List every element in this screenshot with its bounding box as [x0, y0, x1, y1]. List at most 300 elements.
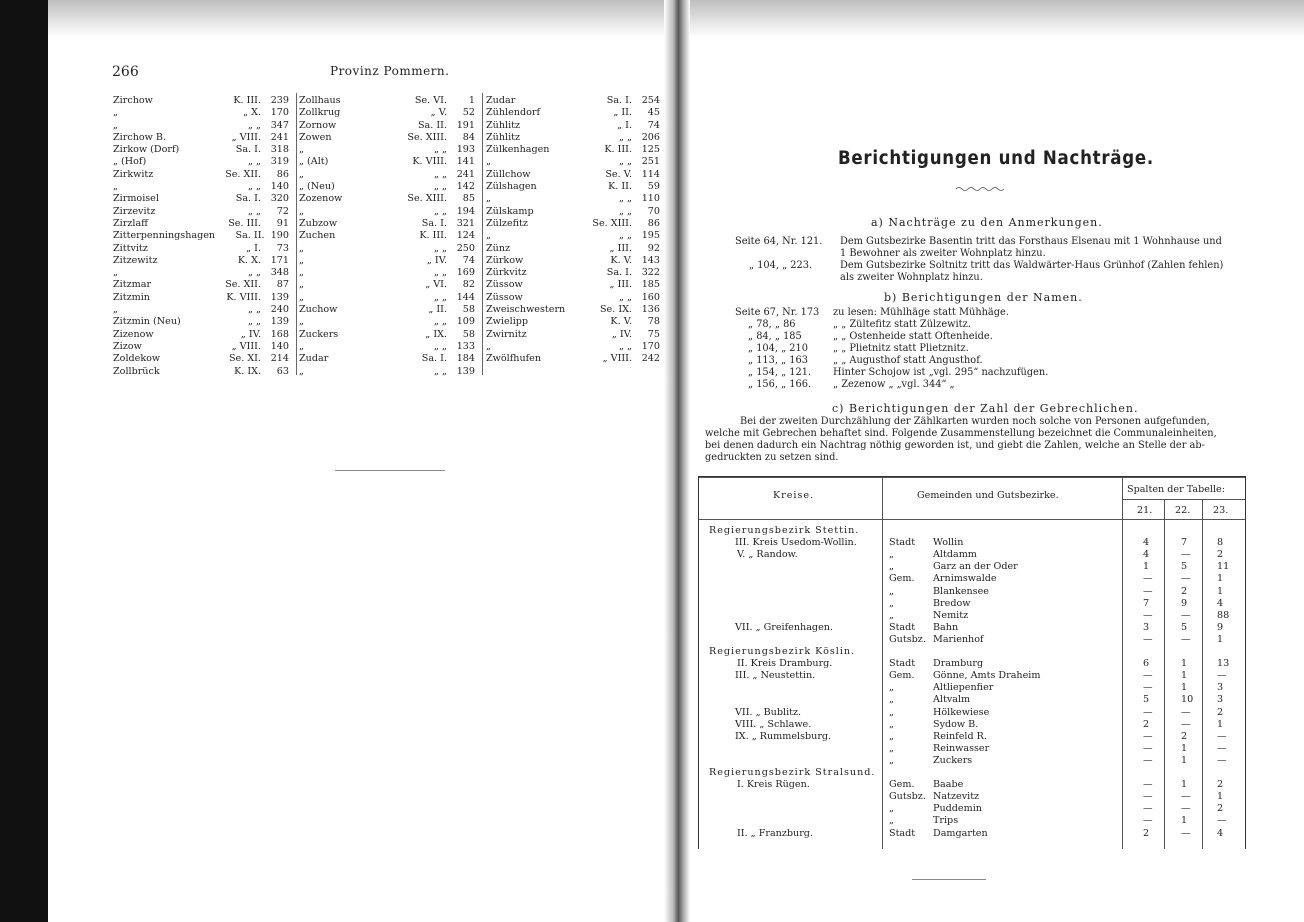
- community-name: Natzevitz: [933, 791, 980, 803]
- district-ref: Se. XIII.: [407, 131, 447, 143]
- value-col-23: 11: [1217, 561, 1230, 573]
- district-ref: „ „: [434, 267, 447, 279]
- annotation-text: als zweiter Wohnplatz hinzu.: [840, 272, 983, 283]
- index-entry: [113, 329, 289, 341]
- index-entry: [113, 316, 289, 328]
- district-ref: „ „: [619, 291, 632, 303]
- community-type: „: [889, 742, 894, 754]
- community-name: Hölkewiese: [933, 706, 990, 718]
- kreis-label: II. „ Franzburg.: [737, 827, 813, 839]
- column-divider: [482, 93, 483, 375]
- index-entry: [299, 156, 475, 168]
- index-entry: [113, 255, 289, 267]
- correction-text: „ „ Zültefitz statt Zülzewitz.: [833, 319, 971, 330]
- place-name: Zürkvitz: [486, 267, 527, 279]
- place-name: „: [113, 181, 118, 193]
- community-type: Gem.: [889, 670, 915, 682]
- value-col-23: 1: [1217, 585, 1224, 597]
- value-col-22: 1: [1181, 682, 1188, 694]
- index-entry: [113, 132, 289, 144]
- district-ref: „ „: [434, 205, 447, 217]
- place-name: „ (Hof): [113, 156, 147, 168]
- kreis-label: I. Kreis Rügen.: [737, 779, 810, 791]
- place-name: „: [486, 156, 491, 168]
- index-entry: [113, 366, 289, 378]
- value-col-21: 4: [1143, 549, 1150, 561]
- district-ref: Se. XII.: [225, 168, 261, 180]
- district-ref: „ „: [434, 181, 447, 193]
- community-name: Nemitz: [933, 609, 969, 621]
- value-col-23: 1: [1217, 718, 1224, 730]
- place-name: Zühlendorf: [486, 107, 541, 119]
- place-name: „: [299, 291, 304, 303]
- entry-number: 1: [468, 95, 475, 106]
- value-col-21: —: [1143, 706, 1153, 718]
- value-col-22: 1: [1181, 754, 1188, 766]
- index-entry: [113, 206, 289, 218]
- index-entry: [486, 316, 660, 328]
- district-ref: Se. XIII.: [592, 217, 632, 229]
- community-type: „: [889, 803, 894, 815]
- entry-number: 185: [641, 279, 660, 291]
- community-name: Wollin: [933, 537, 964, 549]
- community-type: „: [889, 718, 894, 730]
- district-ref: Sa. I.: [235, 193, 261, 205]
- entry-number: 214: [270, 353, 289, 365]
- index-entry: [486, 120, 660, 132]
- annotation-ref: „ 104, „ 223.: [749, 260, 813, 271]
- paragraph-line: bei denen dadurch ein Nachtrag nöthig geworden ist, und giebt die Zahlen, welche an Stelle der ab-: [705, 440, 1205, 451]
- index-entry: [299, 329, 475, 341]
- community-type: Gutsbz.: [889, 791, 926, 803]
- district-ref: „ „: [434, 242, 447, 254]
- entry-number: 241: [270, 131, 289, 143]
- index-entry: [299, 230, 475, 242]
- district-ref: Se. XII.: [225, 279, 261, 291]
- value-col-21: —: [1143, 815, 1153, 827]
- place-name: Zuchow: [299, 304, 338, 316]
- community-name: Baabe: [933, 779, 964, 791]
- place-name: Zirmoisel: [113, 193, 159, 205]
- index-column-2: [299, 95, 475, 378]
- index-entry: [486, 218, 660, 230]
- entry-number: 322: [641, 267, 660, 279]
- community-name: Arnimswalde: [933, 573, 997, 585]
- value-col-21: —: [1143, 803, 1153, 815]
- district-ref: „ I.: [617, 119, 632, 131]
- entry-number: 52: [462, 107, 475, 119]
- community-type: „: [889, 585, 894, 597]
- place-name: Zollkrug: [299, 107, 341, 119]
- index-entry: [299, 353, 475, 365]
- index-entry: [486, 132, 660, 144]
- place-name: „: [113, 267, 118, 279]
- community-name: Bredow: [933, 597, 971, 609]
- community-type: „: [889, 609, 894, 621]
- value-col-21: 1: [1143, 561, 1150, 573]
- place-name: Zollbrück: [113, 365, 160, 377]
- district-ref: Se. VI.: [414, 95, 447, 106]
- value-col-23: 8: [1217, 537, 1224, 549]
- index-entry: [113, 292, 289, 304]
- place-name: Zühlitz: [486, 131, 521, 143]
- district-ref: Sa. II.: [235, 230, 265, 242]
- place-name: Zirchow: [113, 95, 153, 106]
- entry-number: 171: [270, 254, 289, 266]
- value-col-23: 3: [1217, 694, 1224, 706]
- community-type: „: [889, 682, 894, 694]
- district-ref: Se. XIII.: [407, 193, 447, 205]
- entry-number: 86: [276, 168, 289, 180]
- district-ref: Sa. I.: [235, 144, 261, 156]
- district-ref: K. VIII.: [226, 291, 261, 303]
- district-ref: Sa. I.: [606, 267, 632, 279]
- entry-number: 142: [456, 181, 475, 193]
- entry-number: 78: [647, 316, 660, 328]
- value-col-22: —: [1181, 633, 1191, 645]
- index-entry: [113, 279, 289, 291]
- entry-number: 74: [462, 254, 475, 266]
- page-number: 266: [112, 64, 139, 80]
- value-col-23: —: [1217, 730, 1227, 742]
- annotation-ref: Seite 64, Nr. 121.: [735, 236, 823, 247]
- index-entry: [113, 169, 289, 181]
- index-entry: [299, 181, 475, 193]
- value-col-21: 2: [1143, 827, 1150, 839]
- community-name: Zuckers: [933, 754, 973, 766]
- regierungsbezirk-label: Regierungsbezirk Köslin.: [709, 646, 856, 657]
- index-entry: [486, 206, 660, 218]
- index-entry: [486, 95, 660, 107]
- header-col-22: 22.: [1175, 505, 1191, 516]
- place-name: Zirkow (Dorf): [113, 144, 180, 156]
- index-entry: [299, 279, 475, 291]
- value-col-21: —: [1143, 754, 1153, 766]
- value-col-21: —: [1143, 633, 1153, 645]
- entry-number: 184: [456, 353, 475, 365]
- index-column-1: [113, 95, 289, 378]
- district-ref: „ VIII.: [231, 340, 261, 352]
- place-name: „: [299, 205, 304, 217]
- place-name: „: [299, 254, 304, 266]
- index-entry: [486, 304, 660, 316]
- value-col-23: 2: [1217, 706, 1224, 718]
- community-type: „: [889, 561, 894, 573]
- kreis-label: VII. „ Bublitz.: [735, 706, 802, 718]
- index-entry: [486, 107, 660, 119]
- paragraph-line: gedruckten zu setzen sind.: [705, 452, 839, 463]
- value-col-22: —: [1181, 573, 1191, 585]
- entry-number: 195: [641, 230, 660, 242]
- value-col-23: 1: [1217, 791, 1224, 803]
- value-col-23: 1: [1217, 573, 1224, 585]
- header-spalten: Spalten der Tabelle:: [1127, 484, 1225, 495]
- place-name: „: [299, 144, 304, 156]
- entry-number: 140: [270, 340, 289, 352]
- value-col-21: 4: [1143, 537, 1150, 549]
- index-entry: [299, 193, 475, 205]
- place-name: Zühlitz: [486, 119, 521, 131]
- page-title: Berichtigungen und Nachträge.: [838, 148, 1154, 169]
- value-col-23: 4: [1217, 827, 1224, 839]
- index-entry: [486, 329, 660, 341]
- entry-number: 59: [647, 181, 660, 193]
- entry-number: 168: [270, 328, 289, 340]
- place-name: Zwölfhufen: [486, 353, 542, 365]
- entry-number: 140: [270, 181, 289, 193]
- section-b-heading: b) Berichtigungen der Namen.: [884, 291, 1083, 304]
- place-name: Zirkwitz: [113, 168, 154, 180]
- index-entry: [486, 255, 660, 267]
- value-col-22: 1: [1181, 658, 1188, 670]
- community-type: „: [889, 706, 894, 718]
- community-name: Reinfeld R.: [933, 730, 987, 742]
- entry-number: 58: [462, 328, 475, 340]
- place-name: Zitzmar: [113, 279, 152, 291]
- entry-number: 144: [456, 291, 475, 303]
- place-name: Zirchow B.: [113, 131, 167, 143]
- index-entry: [299, 95, 475, 107]
- place-name: „: [299, 242, 304, 254]
- value-col-21: —: [1143, 670, 1153, 682]
- index-entry: [299, 120, 475, 132]
- place-name: „ (Alt): [299, 156, 329, 168]
- place-name: Zubzow: [299, 217, 338, 229]
- index-entry: [299, 366, 475, 378]
- value-col-21: —: [1143, 573, 1153, 585]
- place-name: Zülshagen: [486, 181, 537, 193]
- value-col-22: 1: [1181, 815, 1188, 827]
- value-col-22: 2: [1181, 730, 1188, 742]
- entry-number: 169: [456, 267, 475, 279]
- index-entry: [113, 107, 289, 119]
- correction-ref: „ 113, „ 163: [748, 355, 809, 366]
- district-ref: „ „: [248, 304, 261, 316]
- entry-number: 73: [276, 242, 289, 254]
- district-ref: „ IV.: [611, 328, 632, 340]
- community-type: Stadt: [889, 658, 916, 670]
- page-header: Provinz Pommern.: [330, 64, 450, 78]
- kreis-label: III. „ Neustettin.: [735, 670, 816, 682]
- entry-number: 58: [462, 304, 475, 316]
- value-col-21: —: [1143, 585, 1153, 597]
- entry-number: 160: [641, 291, 660, 303]
- community-type: „: [889, 730, 894, 742]
- district-ref: „ II.: [613, 107, 632, 119]
- book-gutter: [664, 0, 690, 922]
- entry-number: 143: [641, 254, 660, 266]
- correction-text: zu lesen: Mühlhäge statt Mühhäge.: [833, 307, 1009, 318]
- place-name: „: [299, 279, 304, 291]
- entry-number: 347: [270, 119, 289, 131]
- place-name: Zudar: [486, 95, 516, 106]
- entry-number: 242: [641, 353, 660, 365]
- correction-text: „ „ Ostenheide statt Oftenheide.: [833, 331, 993, 342]
- community-name: Trips: [933, 815, 959, 827]
- district-ref: „ „: [619, 340, 632, 352]
- correction-ref: Seite 67, Nr. 173: [735, 307, 820, 318]
- district-ref: Se. XI.: [228, 353, 261, 365]
- value-col-21: 3: [1143, 621, 1150, 633]
- annotation-text: Dem Gutsbezirke Soltnitz tritt das Waldwärter-Haus Grünhof (Zahlen fehlen): [840, 260, 1224, 271]
- district-ref: K. V.: [610, 254, 632, 266]
- value-col-23: 13: [1217, 658, 1230, 670]
- index-entry: [299, 267, 475, 279]
- paragraph-line: welche mit Gebrechen behaftet sind. Folgende Zusammenstellung bezeichnet die Communaleinheiten,: [705, 428, 1217, 439]
- place-name: „: [299, 267, 304, 279]
- place-name: Zirzevitz: [113, 205, 156, 217]
- district-ref: K. IX.: [234, 365, 261, 377]
- entry-number: 82: [462, 279, 475, 291]
- place-name: Zizenow: [113, 328, 154, 340]
- value-col-22: —: [1181, 803, 1191, 815]
- index-entry: [299, 255, 475, 267]
- correction-ref: „ 78, „ 86: [748, 319, 796, 330]
- place-name: Züssow: [486, 279, 523, 291]
- community-name: Marienhof: [933, 633, 984, 645]
- district-ref: „ „: [619, 156, 632, 168]
- community-type: „: [889, 549, 894, 561]
- index-entry: [299, 144, 475, 156]
- place-name: „: [113, 119, 118, 131]
- community-type: Gem.: [889, 779, 915, 791]
- column-divider: [296, 93, 297, 375]
- value-col-22: —: [1181, 718, 1191, 730]
- value-col-23: 4: [1217, 597, 1224, 609]
- value-col-23: 88: [1217, 609, 1230, 621]
- correction-text: „ „ Plietnitz statt Plietznitz.: [833, 343, 969, 354]
- value-col-22: 2: [1181, 585, 1188, 597]
- value-col-21: —: [1143, 779, 1153, 791]
- header-gemeinden: Gemeinden und Gutsbezirke.: [917, 490, 1059, 501]
- correction-text: „ Zezenow „ „vgl. 344“ „: [833, 379, 955, 390]
- value-col-21: —: [1143, 791, 1153, 803]
- index-entry: [113, 181, 289, 193]
- index-column-3: [486, 95, 660, 366]
- district-ref: „ „: [248, 119, 261, 131]
- header-col-23: 23.: [1213, 505, 1229, 516]
- district-ref: Sa. I.: [421, 353, 447, 365]
- index-entry: [113, 193, 289, 205]
- entry-number: 194: [456, 205, 475, 217]
- index-entry: [486, 181, 660, 193]
- entry-number: 63: [276, 365, 289, 377]
- district-ref: „ „: [248, 181, 261, 193]
- district-ref: K. II.: [608, 181, 632, 193]
- value-col-23: 3: [1217, 682, 1224, 694]
- entry-number: 124: [456, 230, 475, 242]
- value-col-23: 2: [1217, 803, 1224, 815]
- entry-number: 141: [456, 156, 475, 168]
- index-entry: [299, 206, 475, 218]
- kreis-label: VII. „ Greifenhagen.: [735, 621, 833, 633]
- index-entry: [486, 292, 660, 304]
- place-name: Zuchen: [299, 230, 336, 242]
- annotation-text: Dem Gutsbezirke Basentin tritt das Forsthaus Elsenau mit 1 Wohnhause und: [840, 236, 1222, 247]
- entry-number: 74: [647, 119, 660, 131]
- entry-number: 239: [270, 95, 289, 106]
- place-name: Züssow: [486, 291, 523, 303]
- entry-number: 318: [270, 144, 289, 156]
- place-name: Zozenow: [299, 193, 343, 205]
- entry-number: 170: [270, 107, 289, 119]
- entry-number: 133: [456, 340, 475, 352]
- place-name: Zwirnitz: [486, 328, 527, 340]
- index-entry: [486, 193, 660, 205]
- community-name: Altliepenfier: [933, 682, 994, 694]
- entry-number: 114: [641, 168, 660, 180]
- annotation-text: 1 Bewohner als zweiter Wohnplatz hinzu.: [840, 248, 1046, 259]
- index-entry: [113, 230, 289, 242]
- district-ref: „ „: [434, 291, 447, 303]
- entry-number: 84: [462, 131, 475, 143]
- entry-number: 240: [270, 304, 289, 316]
- entry-number: 241: [456, 168, 475, 180]
- value-col-21: 7: [1143, 597, 1150, 609]
- place-name: Zitzmin: [113, 291, 150, 303]
- place-name: „: [113, 304, 118, 316]
- community-name: Damgarten: [933, 827, 988, 839]
- footer-rule: [912, 879, 986, 880]
- index-entry: [299, 107, 475, 119]
- place-name: „: [486, 193, 491, 205]
- entry-number: 136: [641, 304, 660, 316]
- index-entry: [486, 169, 660, 181]
- community-type: „: [889, 694, 894, 706]
- district-ref: „ I.: [246, 242, 261, 254]
- place-name: Zürkow: [486, 254, 524, 266]
- index-entry: [113, 304, 289, 316]
- value-col-23: —: [1217, 670, 1227, 682]
- value-col-21: —: [1143, 682, 1153, 694]
- district-ref: „ VI.: [425, 279, 447, 291]
- index-entry: [486, 267, 660, 279]
- district-ref: „ „: [619, 205, 632, 217]
- entry-number: 85: [462, 193, 475, 205]
- community-type: Stadt: [889, 827, 916, 839]
- value-col-22: 9: [1181, 597, 1188, 609]
- community-name: Gönne, Amts Draheim: [933, 670, 1041, 682]
- district-ref: K. X.: [237, 254, 261, 266]
- value-col-23: —: [1217, 754, 1227, 766]
- index-entry: [113, 267, 289, 279]
- kreis-label: V. „ Randow.: [737, 549, 798, 561]
- place-name: Zoldekow: [113, 353, 161, 365]
- community-name: Altvalm: [933, 694, 971, 706]
- district-ref: „ „: [248, 156, 261, 168]
- entry-number: 251: [641, 156, 660, 168]
- place-name: Zünz: [486, 242, 511, 254]
- community-type: Gutsbz.: [889, 633, 926, 645]
- district-ref: „ II.: [428, 304, 447, 316]
- community-name: Blankensee: [933, 585, 989, 597]
- index-entry: [299, 316, 475, 328]
- district-ref: „ V.: [430, 107, 447, 119]
- kreis-label: III. Kreis Usedom-Wollin.: [735, 537, 857, 549]
- paragraph-line: Bei der zweiten Durchzählung der Zählkarten wurden noch solche von Personen aufgefunden,: [740, 416, 1210, 427]
- regierungsbezirk-label: Regierungsbezirk Stettin.: [709, 525, 860, 536]
- community-name: Sydow B.: [933, 718, 979, 730]
- district-ref: „ „: [619, 193, 632, 205]
- community-type: Stadt: [889, 537, 916, 549]
- value-col-23: 9: [1217, 621, 1224, 633]
- district-ref: „ X.: [243, 107, 261, 119]
- index-entry: [486, 353, 660, 365]
- place-name: „: [486, 230, 491, 242]
- community-name: Dramburg: [933, 658, 984, 670]
- community-name: Garz an der Oder: [933, 561, 1018, 573]
- correction-text: Hinter Schojow ist „vgl. 295“ nachzufügen.: [833, 367, 1049, 378]
